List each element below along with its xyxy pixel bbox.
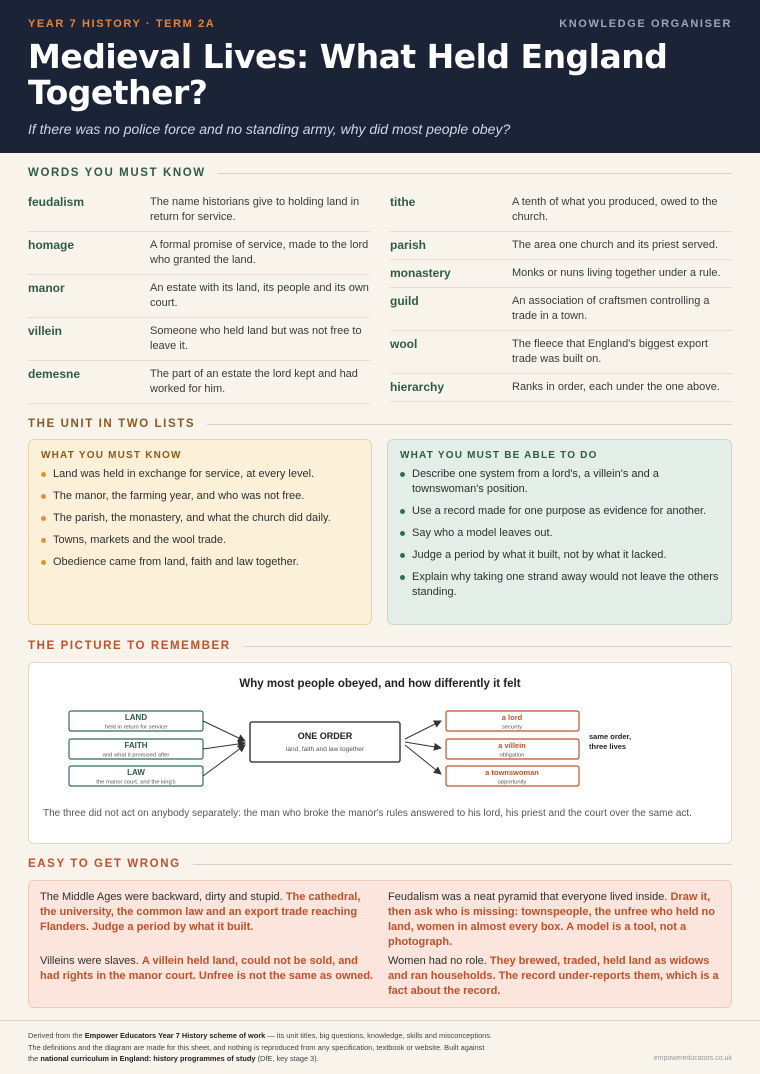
mistakes-heading-text: EASY TO GET WRONG xyxy=(28,858,181,870)
glossary-term: parish xyxy=(390,238,427,252)
diagram-caption: The three did not act on anybody separately: the man who broke the manor's rules answered to his lord, his priest and the court over the same act. xyxy=(43,808,692,819)
scheme-of-work-title: Empower Educators Year 7 History scheme of work xyxy=(84,1031,266,1040)
glossary-definition: The fleece that England's biggest export trade was built on. xyxy=(512,338,708,365)
curriculum-title: national curriculum in England: history programmes of study xyxy=(40,1054,256,1063)
words-heading xyxy=(28,167,732,179)
divider xyxy=(243,646,732,647)
misconception-1 xyxy=(40,890,376,935)
misconception-fix: A villein held land, could not be sold, and had rights in the manor court. Unfree is not the same as owned. xyxy=(40,955,374,982)
list-item: Explain why taking one strand away would not leave the others standing. xyxy=(400,570,719,600)
glossary-right-column xyxy=(390,189,732,404)
output-villein-sub: obligation xyxy=(499,752,525,759)
footer-text: (DfE, key stage 3). xyxy=(255,1054,319,1063)
glossary xyxy=(28,189,732,404)
glossary-definition: Someone who held land but was not free to leave it. xyxy=(150,325,362,352)
list-item: Judge a period by what it built, not by what it lacked. xyxy=(400,548,719,563)
big-question: If there was no police force and no standing army, why did most people obey? xyxy=(28,121,511,137)
input-land-sub: held in return for service xyxy=(104,724,168,731)
input-faith-sub: and what it promised after xyxy=(102,752,170,759)
glossary-row xyxy=(28,318,370,361)
input-land-label: LAND xyxy=(124,713,148,722)
glossary-term: wool xyxy=(390,337,418,351)
footer-text: the xyxy=(28,1054,41,1063)
output-townswoman-sub: opportunity xyxy=(497,779,527,786)
must-do-title: WHAT YOU MUST BE ABLE TO DO xyxy=(400,450,598,461)
glossary-term: hierarchy xyxy=(390,380,445,394)
title-line-2: Together? xyxy=(28,73,208,112)
divider xyxy=(207,424,732,425)
list-item: Describe one system from a lord's, a villein's and a townswoman's position. xyxy=(400,467,719,497)
glossary-row xyxy=(28,275,370,318)
glossary-term: guild xyxy=(390,294,419,308)
title-line-1: Medieval Lives: What Held England xyxy=(28,37,668,76)
output-townswoman-box xyxy=(446,766,579,786)
input-law-sub: the manor court, and the king's xyxy=(96,779,176,786)
misconception-wrong: Feudalism was a neat pyramid that everyone lived inside. xyxy=(388,891,668,903)
glossary-row xyxy=(28,189,370,232)
glossary-definition: The part of an estate the lord kept and had worked for him. xyxy=(150,368,358,395)
glossary-term: manor xyxy=(28,281,65,295)
output-lord-label: a lord xyxy=(501,713,523,722)
glossary-row xyxy=(28,232,370,275)
picture-heading-text: THE PICTURE TO REMEMBER xyxy=(28,640,231,652)
arrows-in xyxy=(203,721,245,776)
divider xyxy=(218,173,732,174)
words-heading-text: WORDS YOU MUST KNOW xyxy=(28,167,206,179)
order-diagram xyxy=(28,662,732,844)
glossary-term: feudalism xyxy=(28,195,85,209)
glossary-definition: An estate with its land, its people and its own court. xyxy=(150,282,369,309)
center-sub: land, faith and law together xyxy=(285,746,365,753)
glossary-row xyxy=(390,189,732,232)
misconception-fix: They brewed, traded, held land as widows and ran households. The record under-reports them, which is a fact about the record. xyxy=(388,955,719,997)
input-land-box xyxy=(69,711,203,731)
glossary-term: tithe xyxy=(390,195,416,209)
output-townswoman-label: a townswoman xyxy=(485,768,539,777)
unit-heading xyxy=(28,418,732,430)
list-item: Say who a model leaves out. xyxy=(400,526,719,541)
input-law-label: LAW xyxy=(127,768,145,777)
footer-line-2: The definitions and the diagram are made for this sheet, and nothing is reproduced from any specification, textbook or website. Built against xyxy=(28,1042,485,1052)
footer xyxy=(0,1020,760,1063)
glossary-definition: The name historians give to holding land in return for service. xyxy=(150,196,360,223)
output-lord-sub: security xyxy=(502,724,522,731)
glossary-definition: A tenth of what you produced, owed to the church. xyxy=(512,196,718,223)
glossary-definition: Ranks in order, each under the one above. xyxy=(512,381,720,393)
diagram-title: Why most people obeyed, and how differently it felt xyxy=(239,678,521,690)
side-note-line-1: same order, xyxy=(589,732,632,741)
output-villein-box xyxy=(446,739,579,759)
glossary-definition: Monks or nuns living together under a rule. xyxy=(512,267,721,279)
list-item: The manor, the farming year, and who was not free. xyxy=(41,489,359,504)
footer-text: — its unit titles, big questions, knowledge, skills and misconceptions. xyxy=(265,1031,493,1040)
footer-credits xyxy=(28,1030,588,1065)
misconceptions-panel xyxy=(28,880,732,1008)
input-faith-label: FAITH xyxy=(124,741,148,750)
misconception-wrong: Women had no role. xyxy=(388,955,487,967)
misconception-fix: Draw it, then ask who is missing: townspeople, the unfree who held no land, women in almost every box. A model is a tool, not a photograph. xyxy=(388,891,715,948)
footer-line-3 xyxy=(28,1053,588,1065)
glossary-term: homage xyxy=(28,238,75,252)
unit-heading-text: THE UNIT IN TWO LISTS xyxy=(28,418,196,430)
center-label: ONE ORDER xyxy=(297,731,353,741)
glossary-row xyxy=(390,374,732,402)
picture-heading xyxy=(28,640,732,652)
misconception-wrong: The Middle Ages were backward, dirty and stupid. xyxy=(40,891,283,903)
misconception-wrong: Villeins were slaves. xyxy=(40,955,139,967)
glossary-row xyxy=(28,361,370,404)
list-item: Land was held in exchange for service, at every level. xyxy=(41,467,359,482)
side-note-line-2: three lives xyxy=(589,742,627,751)
output-villein-label: a villein xyxy=(498,741,526,750)
footer-url: empowereducators.co.uk xyxy=(653,1055,732,1062)
must-do-list xyxy=(400,467,719,600)
must-know-title: WHAT YOU MUST KNOW xyxy=(41,450,182,461)
input-faith-box xyxy=(69,739,203,759)
list-item: Towns, markets and the wool trade. xyxy=(41,533,359,548)
mistakes-heading xyxy=(28,858,732,870)
footer-text: Derived from the xyxy=(28,1031,85,1040)
page-title xyxy=(28,39,732,111)
input-law-box xyxy=(69,766,203,786)
misconception-4 xyxy=(388,954,722,999)
center-order-box xyxy=(250,722,400,762)
list-item: Obedience came from land, faith and law together. xyxy=(41,555,359,570)
must-know-list xyxy=(41,467,359,570)
misconception-3 xyxy=(388,890,722,950)
misconception-2 xyxy=(40,954,376,984)
glossary-row xyxy=(390,260,732,288)
must-know-panel xyxy=(28,439,372,625)
glossary-term: monastery xyxy=(390,266,451,280)
header-banner xyxy=(0,0,760,153)
arrows-out xyxy=(405,721,441,774)
must-do-panel xyxy=(387,439,732,625)
glossary-definition: A formal promise of service, made to the lord who granted the land. xyxy=(150,239,369,266)
list-item: The parish, the monastery, and what the church did daily. xyxy=(41,511,359,526)
footer-line-1 xyxy=(28,1030,588,1042)
divider xyxy=(193,864,732,865)
glossary-term: villein xyxy=(28,324,63,338)
glossary-row xyxy=(390,288,732,331)
glossary-row xyxy=(390,331,732,374)
course-label: YEAR 7 HISTORY · TERM 2A xyxy=(28,18,216,30)
glossary-definition: The area one church and its priest served. xyxy=(512,239,719,251)
output-lord-box xyxy=(446,711,579,731)
glossary-left-column xyxy=(28,189,370,404)
glossary-term: demesne xyxy=(28,367,81,381)
doc-type-label: KNOWLEDGE ORGANISER xyxy=(559,18,732,30)
misconception-fix: The cathedral, the university, the common law and an export trade reaching Flanders. Judge a period by what it built. xyxy=(40,891,361,933)
list-item: Use a record made for one purpose as evidence for another. xyxy=(400,504,719,519)
header-meta xyxy=(28,18,732,30)
glossary-definition: An association of craftsmen controlling a trade in a town. xyxy=(512,295,710,322)
glossary-row xyxy=(390,232,732,260)
